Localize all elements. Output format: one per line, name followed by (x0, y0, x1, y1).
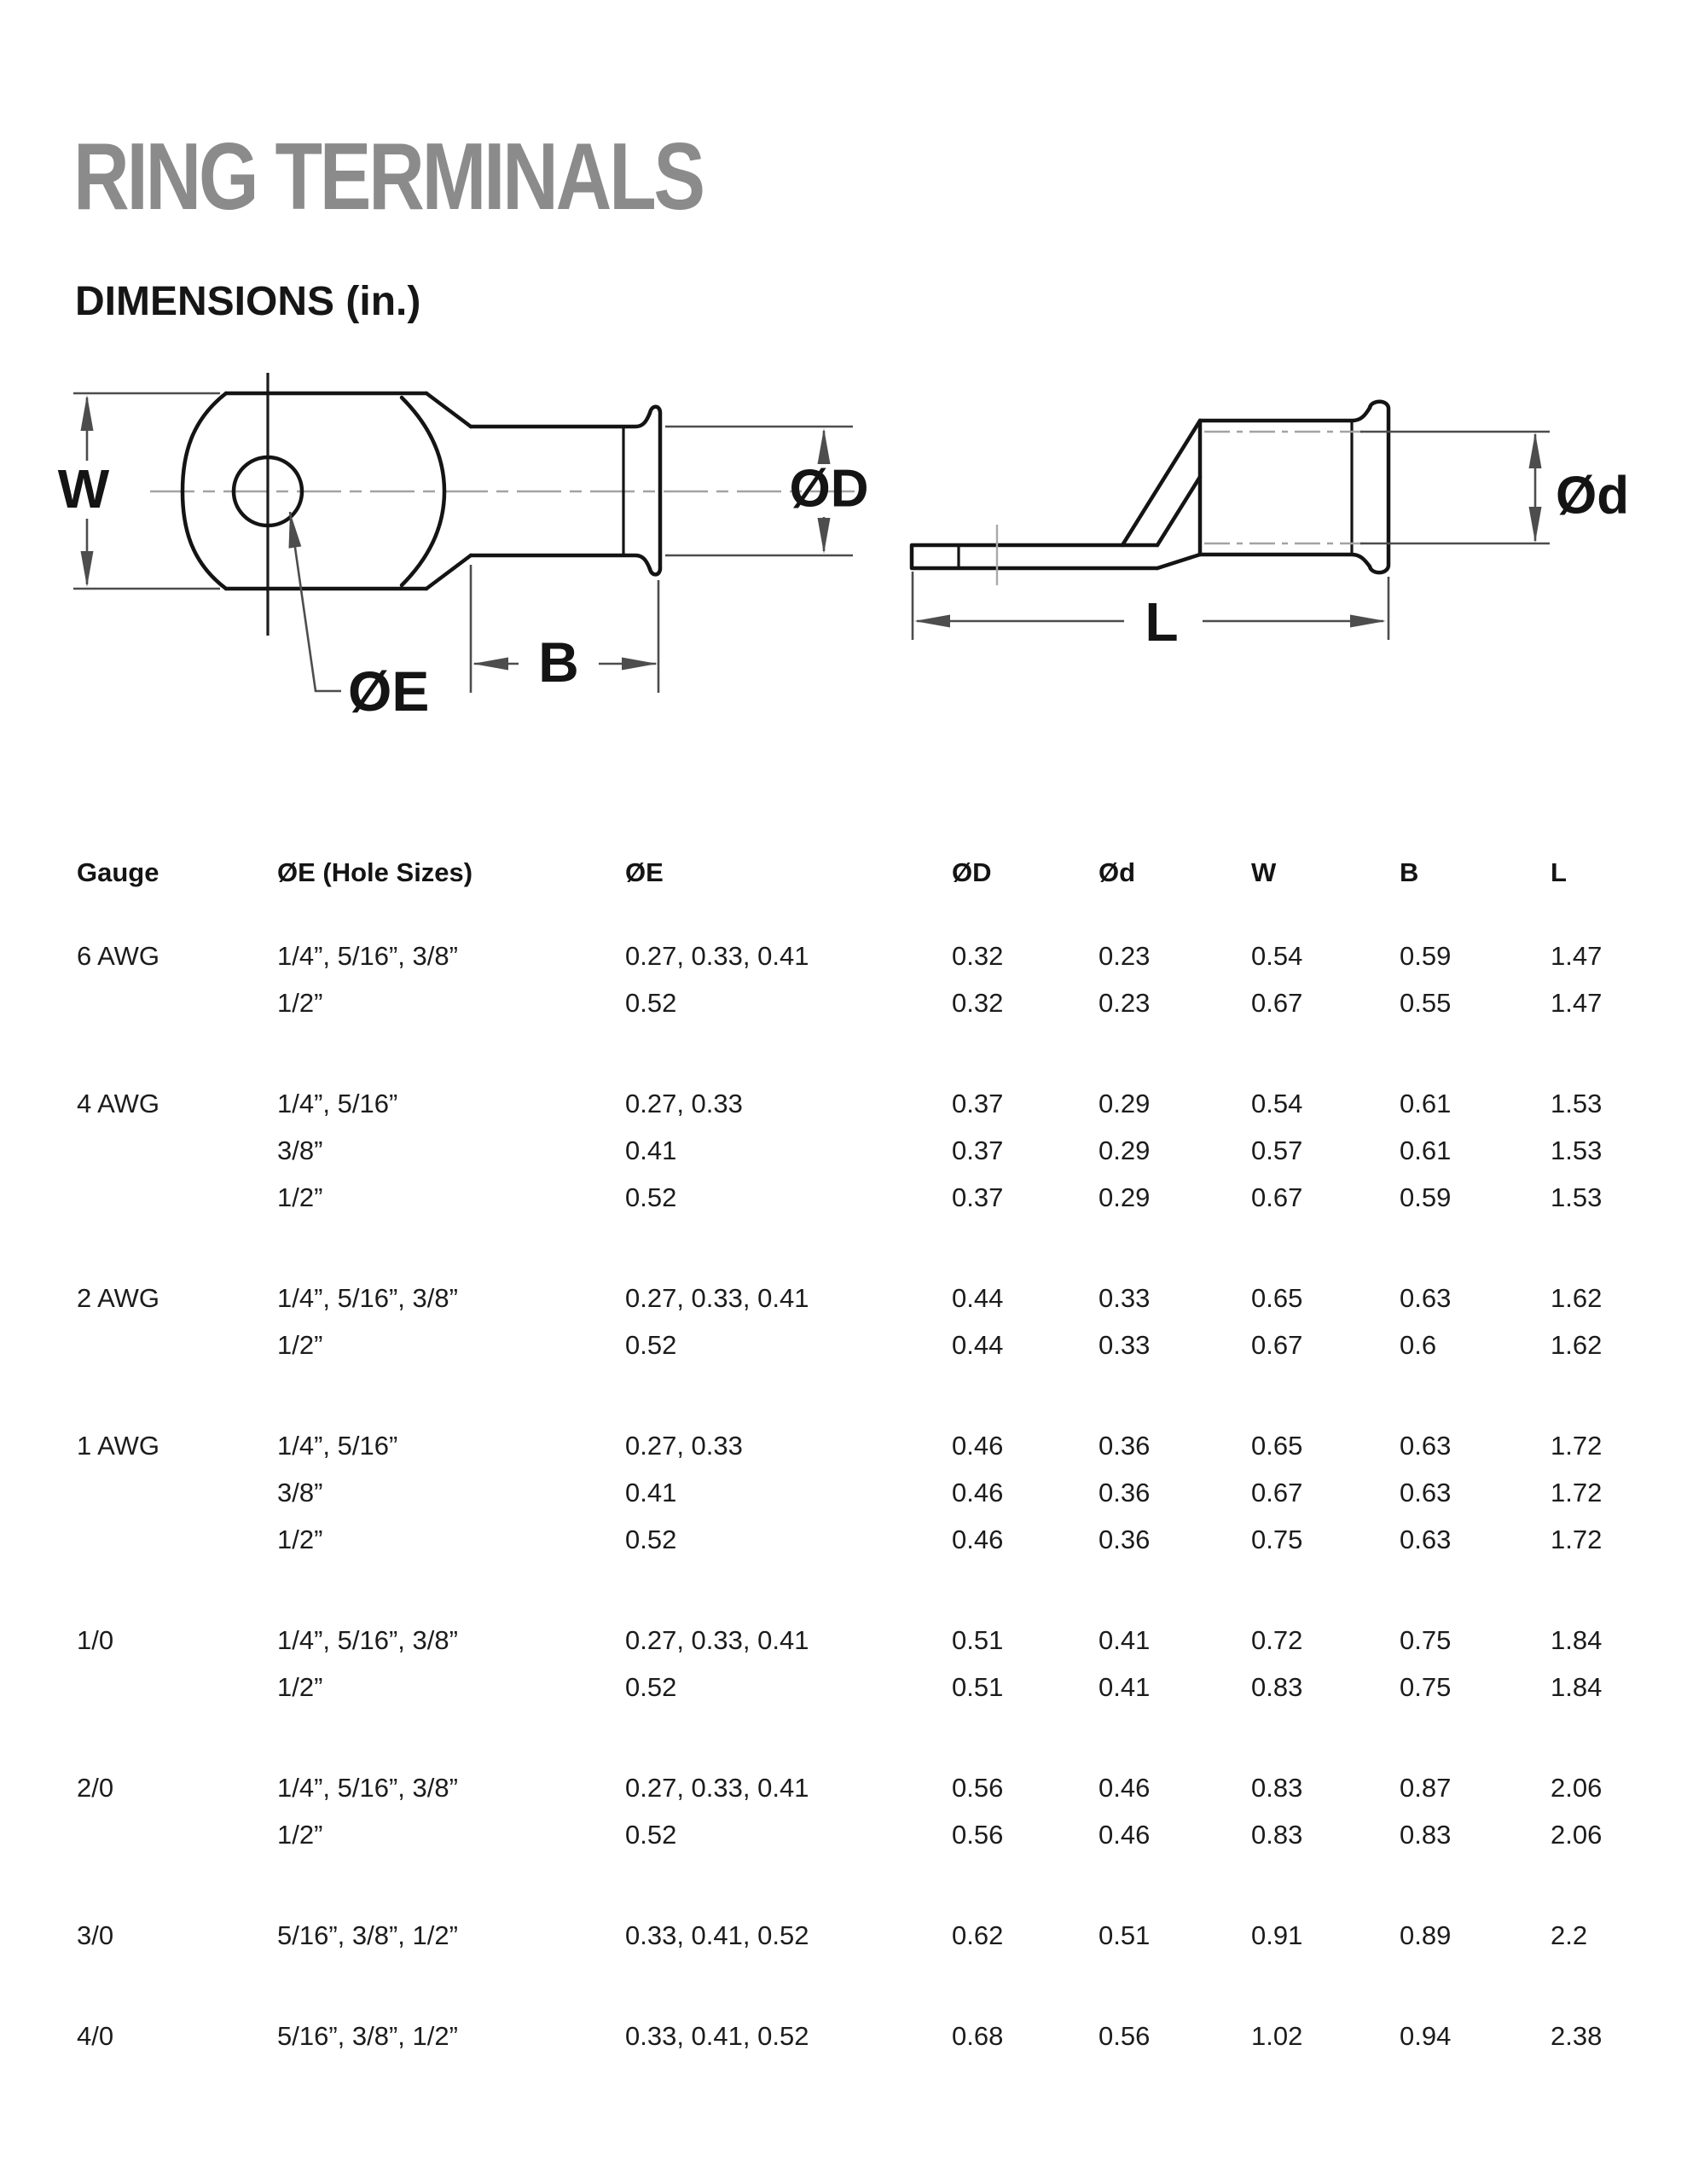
cell-oe: 0.52 (625, 1182, 677, 1212)
outer-diameter-label: ØD (789, 459, 869, 519)
cell-oe: 0.27, 0.33, 0.41 (625, 941, 809, 971)
cell-gauge: 6 AWG (77, 941, 160, 971)
cell-od-small: 0.36 (1099, 1525, 1151, 1554)
cell-od-small: 0.29 (1099, 1089, 1151, 1118)
cell-b: 0.6 (1400, 1330, 1437, 1360)
neck-bottom-edge (1157, 555, 1200, 568)
cell-gauge: 1 AWG (77, 1431, 160, 1461)
cell-l: 1.84 (1551, 1672, 1603, 1702)
l-arrow-left (914, 615, 950, 628)
cell-w: 1.02 (1251, 2021, 1303, 2051)
cell-od-small: 0.23 (1099, 941, 1151, 971)
w-arrow-up (81, 395, 94, 431)
cell-hole-sizes: 1/2” (277, 1820, 323, 1850)
cell-l: 1.84 (1551, 1625, 1603, 1655)
cell-oe: 0.27, 0.33 (625, 1431, 743, 1461)
table-row (0, 1664, 1687, 1711)
cell-l: 2.38 (1551, 2021, 1603, 2051)
cell-od-small: 0.23 (1099, 988, 1151, 1018)
cell-w: 0.75 (1251, 1525, 1303, 1554)
cell-oe: 0.52 (625, 1525, 677, 1554)
cell-od: 0.51 (952, 1672, 1004, 1702)
cell-oe: 0.33, 0.41, 0.52 (625, 2021, 809, 2051)
cell-l: 1.62 (1551, 1330, 1603, 1360)
oe-leader-arrow (289, 512, 302, 549)
cell-hole-sizes: 1/2” (277, 988, 323, 1018)
cell-l: 1.53 (1551, 1136, 1603, 1165)
dimensions-table (0, 849, 1687, 2059)
cell-od: 0.62 (952, 1920, 1004, 1950)
cell-b: 0.75 (1400, 1625, 1452, 1655)
cell-od-small: 0.46 (1099, 1820, 1151, 1850)
cell-od: 0.32 (952, 941, 1004, 971)
cell-w: 0.67 (1251, 988, 1303, 1018)
cell-b: 0.61 (1400, 1136, 1452, 1165)
cell-b: 0.63 (1400, 1283, 1452, 1313)
cell-od: 0.46 (952, 1478, 1004, 1507)
cell-l: 1.53 (1551, 1182, 1603, 1212)
cell-w: 0.67 (1251, 1182, 1303, 1212)
cell-l: 1.72 (1551, 1478, 1603, 1507)
table-row (0, 1469, 1687, 1516)
cell-hole-sizes: 1/2” (277, 1525, 323, 1554)
cell-oe: 0.52 (625, 988, 677, 1018)
cell-b: 0.61 (1400, 1089, 1452, 1118)
side-barrel-flare-lip (1370, 402, 1388, 572)
cell-gauge: 1/0 (77, 1625, 114, 1655)
cell-gauge: 2 AWG (77, 1283, 160, 1313)
cell-b: 0.83 (1400, 1820, 1452, 1850)
cell-b: 0.63 (1400, 1431, 1452, 1461)
cell-od: 0.56 (952, 1773, 1004, 1803)
cell-w: 0.91 (1251, 1920, 1303, 1950)
l-arrow-right (1350, 615, 1386, 628)
table-row (0, 1422, 1687, 1469)
cell-od: 0.46 (952, 1431, 1004, 1461)
cell-od: 0.32 (952, 988, 1004, 1018)
cell-b: 0.63 (1400, 1478, 1452, 1507)
cell-hole-sizes: 1/4”, 5/16”, 3/8” (277, 1283, 458, 1313)
cell-oe: 0.52 (625, 1820, 677, 1850)
cell-w: 0.57 (1251, 1136, 1303, 1165)
barrel-top-edge (471, 413, 650, 427)
cell-b: 0.94 (1400, 2021, 1452, 2051)
w-arrow-down (81, 551, 94, 587)
cell-od: 0.44 (952, 1330, 1004, 1360)
inner-diameter-label: Ød (1556, 466, 1630, 526)
b-arrow-right (622, 658, 658, 671)
table-row (0, 1174, 1687, 1221)
bore-centerlines (1204, 432, 1363, 543)
table-header-row (0, 849, 1687, 896)
table-row (0, 1080, 1687, 1127)
header-od: ØD (952, 857, 992, 887)
cell-b: 0.63 (1400, 1525, 1452, 1554)
cell-gauge: 3/0 (77, 1920, 114, 1950)
neck-inner-diagonal (1157, 477, 1200, 545)
header-w: W (1251, 857, 1277, 887)
cell-od: 0.46 (952, 1525, 1004, 1554)
cell-hole-sizes: 1/4”, 5/16”, 3/8” (277, 1773, 458, 1803)
cell-b: 0.89 (1400, 1920, 1452, 1950)
table-row (0, 1321, 1687, 1368)
header-l: L (1551, 857, 1567, 887)
cell-hole-sizes: 3/8” (277, 1136, 323, 1165)
table-row (0, 1912, 1687, 1959)
barrel-bottom-edge (471, 555, 650, 569)
cell-hole-sizes: 1/2” (277, 1672, 323, 1702)
cell-w: 0.67 (1251, 1330, 1303, 1360)
cell-hole-sizes: 5/16”, 3/8”, 1/2” (277, 1920, 458, 1950)
cell-oe: 0.27, 0.33, 0.41 (625, 1773, 809, 1803)
header-b: B (1400, 857, 1419, 887)
cell-od-small: 0.41 (1099, 1672, 1151, 1702)
cell-od-small: 0.51 (1099, 1920, 1151, 1950)
cell-l: 1.72 (1551, 1431, 1603, 1461)
side-view-diagram (912, 402, 1629, 653)
cell-w: 0.54 (1251, 1089, 1303, 1118)
hole-diameter-label: ØE (348, 659, 430, 723)
cell-hole-sizes: 5/16”, 3/8”, 1/2” (277, 2021, 458, 2051)
id-arrow-down (1529, 507, 1542, 543)
table-row (0, 1516, 1687, 1563)
cell-oe: 0.52 (625, 1672, 677, 1702)
cell-od: 0.44 (952, 1283, 1004, 1313)
cell-l: 1.47 (1551, 988, 1603, 1018)
cell-w: 0.72 (1251, 1625, 1303, 1655)
cell-oe: 0.41 (625, 1136, 677, 1165)
cell-l: 2.2 (1551, 1920, 1588, 1950)
cell-od-small: 0.36 (1099, 1478, 1151, 1507)
cell-hole-sizes: 1/2” (277, 1330, 323, 1360)
cell-od-small: 0.36 (1099, 1431, 1151, 1461)
cell-od: 0.51 (952, 1625, 1004, 1655)
cell-w: 0.67 (1251, 1478, 1303, 1507)
cell-od-small: 0.46 (1099, 1773, 1151, 1803)
table-row (0, 2013, 1687, 2059)
front-view-diagram (58, 373, 869, 723)
cell-od-small: 0.33 (1099, 1283, 1151, 1313)
table-row (0, 1811, 1687, 1858)
cell-gauge: 4/0 (77, 2021, 114, 2051)
cell-gauge: 4 AWG (77, 1089, 160, 1118)
cell-od-small: 0.29 (1099, 1136, 1151, 1165)
table-body (0, 932, 1687, 2059)
cell-l: 2.06 (1551, 1820, 1603, 1850)
cell-od-small: 0.33 (1099, 1330, 1151, 1360)
cell-l: 2.06 (1551, 1773, 1603, 1803)
cell-w: 0.83 (1251, 1773, 1303, 1803)
cell-w: 0.83 (1251, 1672, 1303, 1702)
overall-length-label: L (1145, 591, 1179, 653)
od-arrow-down (818, 518, 831, 554)
cell-l: 1.47 (1551, 941, 1603, 971)
cell-od: 0.37 (952, 1136, 1004, 1165)
cell-l: 1.72 (1551, 1525, 1603, 1554)
cell-w: 0.54 (1251, 941, 1303, 971)
table-row (0, 1127, 1687, 1174)
cell-w: 0.83 (1251, 1820, 1303, 1850)
cell-od: 0.56 (952, 1820, 1004, 1850)
cell-oe: 0.27, 0.33, 0.41 (625, 1625, 809, 1655)
cell-b: 0.59 (1400, 941, 1452, 971)
cell-od: 0.37 (952, 1089, 1004, 1118)
cell-od-small: 0.41 (1099, 1625, 1151, 1655)
dimensions-heading: DIMENSIONS (in.) (75, 279, 421, 324)
table-row (0, 1617, 1687, 1664)
barrel-length-label: B (538, 630, 579, 694)
cell-oe: 0.27, 0.33 (625, 1089, 743, 1118)
cell-hole-sizes: 1/4”, 5/16” (277, 1431, 398, 1461)
cell-l: 1.53 (1551, 1089, 1603, 1118)
side-barrel-bottom-edge (1200, 555, 1370, 566)
cell-l: 1.62 (1551, 1283, 1603, 1313)
header-hole-sizes: ØE (Hole Sizes) (277, 857, 473, 887)
cell-w: 0.65 (1251, 1283, 1303, 1313)
b-arrow-left (472, 658, 508, 671)
cell-od-small: 0.29 (1099, 1182, 1151, 1212)
cell-w: 0.65 (1251, 1431, 1303, 1461)
cell-hole-sizes: 1/4”, 5/16”, 3/8” (277, 941, 458, 971)
table-row (0, 932, 1687, 979)
side-barrel-top-edge (1200, 408, 1370, 421)
cell-oe: 0.33, 0.41, 0.52 (625, 1920, 809, 1950)
table-row (0, 1275, 1687, 1321)
page-title: RING TERMINALS (73, 124, 703, 229)
cell-hole-sizes: 1/4”, 5/16”, 3/8” (277, 1625, 458, 1655)
neck-outer-diagonal (1122, 421, 1200, 545)
cell-b: 0.87 (1400, 1773, 1452, 1803)
cell-hole-sizes: 1/2” (277, 1182, 323, 1212)
cell-hole-sizes: 1/4”, 5/16” (277, 1089, 398, 1118)
header-gauge: Gauge (77, 857, 159, 887)
id-arrow-up (1529, 433, 1542, 468)
width-label: W (57, 458, 110, 520)
cell-oe: 0.52 (625, 1330, 677, 1360)
cell-gauge: 2/0 (77, 1773, 114, 1803)
tongue-outline (912, 545, 1157, 568)
cell-b: 0.59 (1400, 1182, 1452, 1212)
cell-oe: 0.27, 0.33, 0.41 (625, 1283, 809, 1313)
cell-od: 0.37 (952, 1182, 1004, 1212)
table-row (0, 1764, 1687, 1811)
cell-od: 0.68 (952, 2021, 1004, 2051)
cell-oe: 0.41 (625, 1478, 677, 1507)
cell-od-small: 0.56 (1099, 2021, 1151, 2051)
header-od-small: Ød (1099, 857, 1136, 887)
cell-hole-sizes: 3/8” (277, 1478, 323, 1507)
dimension-diagrams (0, 0, 1687, 785)
header-oe: ØE (625, 857, 664, 887)
cell-b: 0.75 (1400, 1672, 1452, 1702)
cell-b: 0.55 (1400, 988, 1452, 1018)
table-row (0, 979, 1687, 1026)
